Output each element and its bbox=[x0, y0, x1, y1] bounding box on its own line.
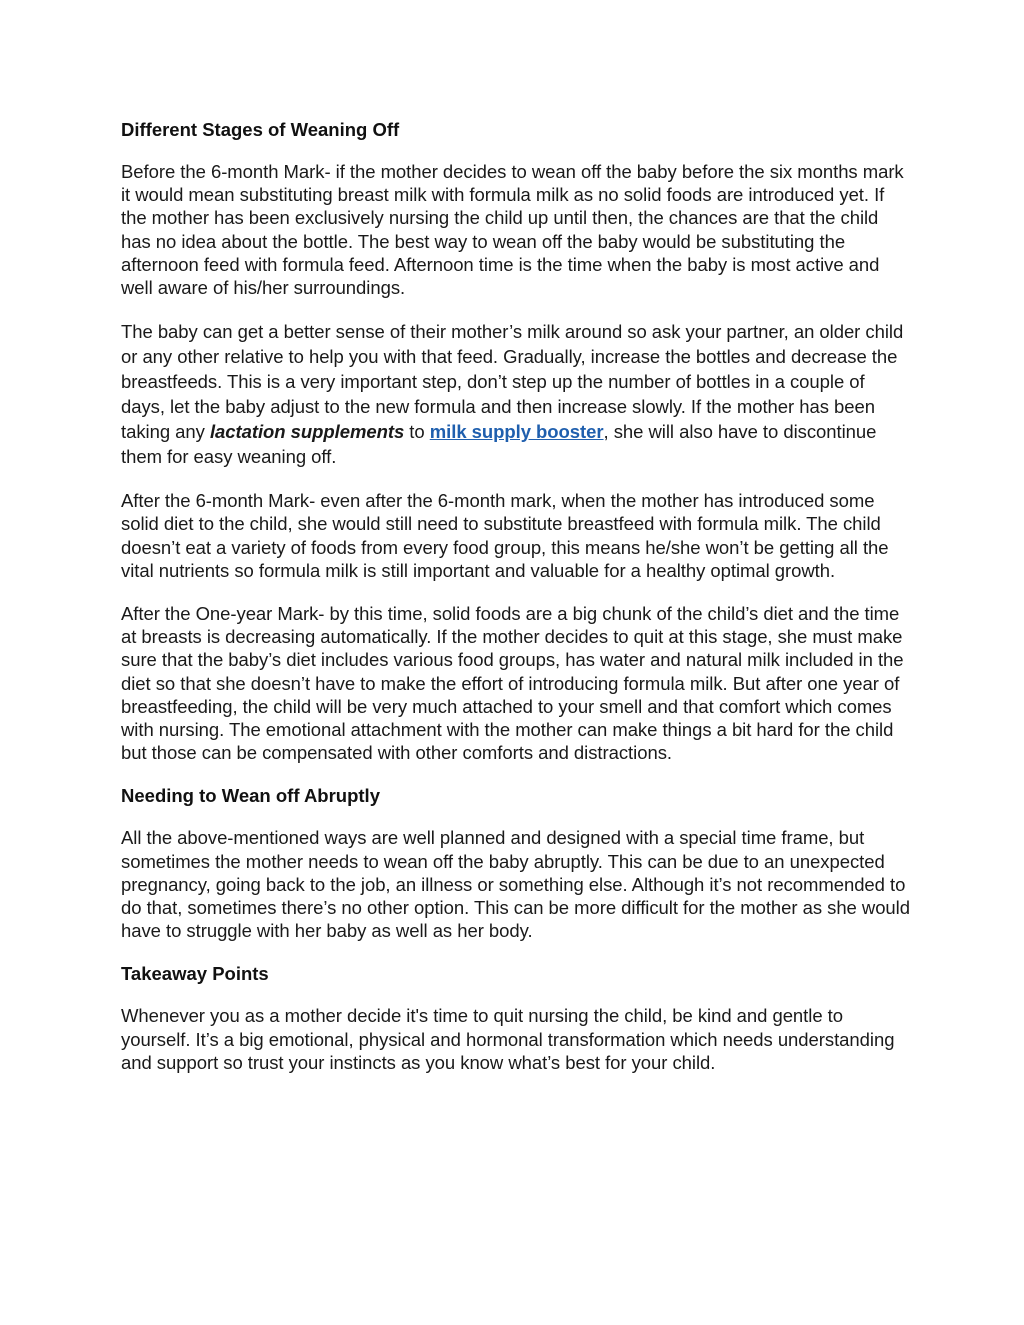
document-page bbox=[121, 118, 911, 1094]
paragraph-bottle-transition bbox=[121, 319, 911, 469]
section-heading-takeaway: Takeaway Points bbox=[121, 963, 269, 985]
paragraph-text: to bbox=[404, 421, 430, 443]
paragraph-takeaway: Whenever you as a mother decide it's time to quit nursing the child, be kind and gentle to yourself. It’s a big emotional, physical and hormonal transformation which needs understanding and support so trust your instincts as you know what’s best for your child. bbox=[121, 1005, 895, 1073]
milk-supply-booster-link[interactable]: milk supply booster bbox=[429, 421, 604, 443]
section-heading-abrupt: Needing to Wean off Abruptly bbox=[121, 785, 380, 807]
paragraph-before-6-months: Before the 6-month Mark- if the mother decides to wean off the baby before the six months mark it would mean substituting breast milk with formula milk as no solid foods are introduced yet. If the mother has been exclusively nursing the child up until then, the chances are that the child has no idea about the bottle. The best way to wean off the baby would be substituting the afternoon feed with formula feed. Afternoon time is the time when the baby is most active and well aware of his/her surroundings. bbox=[121, 161, 904, 299]
paragraph-after-6-months: After the 6-month Mark- even after the 6-month mark, when the mother has introduced some solid diet to the child, she would still need to substitute breastfeed with formula milk. The child doesn’t eat a variety of foods from every food group, this means he/she won’t be getting all the vital nutrients so formula milk is still important and valuable for a healthy optimal growth. bbox=[121, 490, 889, 581]
emphasis-lactation-supplements: lactation supplements bbox=[209, 421, 405, 443]
section-heading-stages: Different Stages of Weaning Off bbox=[121, 119, 400, 140]
paragraph-text: , she will also have to discontinue them for easy weaning off. bbox=[121, 421, 877, 468]
paragraph-text: The baby can get a better sense of their mother’s milk around so ask your partner, an older child or any other relative to help you with that feed. Gradually, increase the bottles and decrease the breastfeeds. This is a very important step, don’t step up the number of bottles in a couple of days, let the baby adjust to the new formula and then increase slowly. If the mother has been taking any bbox=[121, 321, 904, 443]
paragraph-abrupt-weaning: All the above-mentioned ways are well planned and designed with a special time frame, but sometimes the mother needs to wean off the baby abruptly. This can be due to an unexpected pregnancy, going back to the job, an illness or something else. Although it’s not recommended to do that, sometimes there’s no other option. This can be more difficult for the mother as she would have to struggle with her baby as well as her body. bbox=[121, 827, 910, 942]
paragraph-after-one-year: After the One-year Mark- by this time, solid foods are a big chunk of the child’s diet and the time at breasts is decreasing automatically. If the mother decides to quit at this stage, she must make sure that the baby’s diet includes various food groups, has water and natural milk included in the diet so that she doesn’t have to make the effort of introducing formula milk. But after one year of breastfeeding, the child will be very much attached to your smell and that comfort which comes with nursing. The emotional attachment with the mother can make things a bit hard for the child but those can be compensated with other comforts and distractions. bbox=[121, 603, 904, 764]
